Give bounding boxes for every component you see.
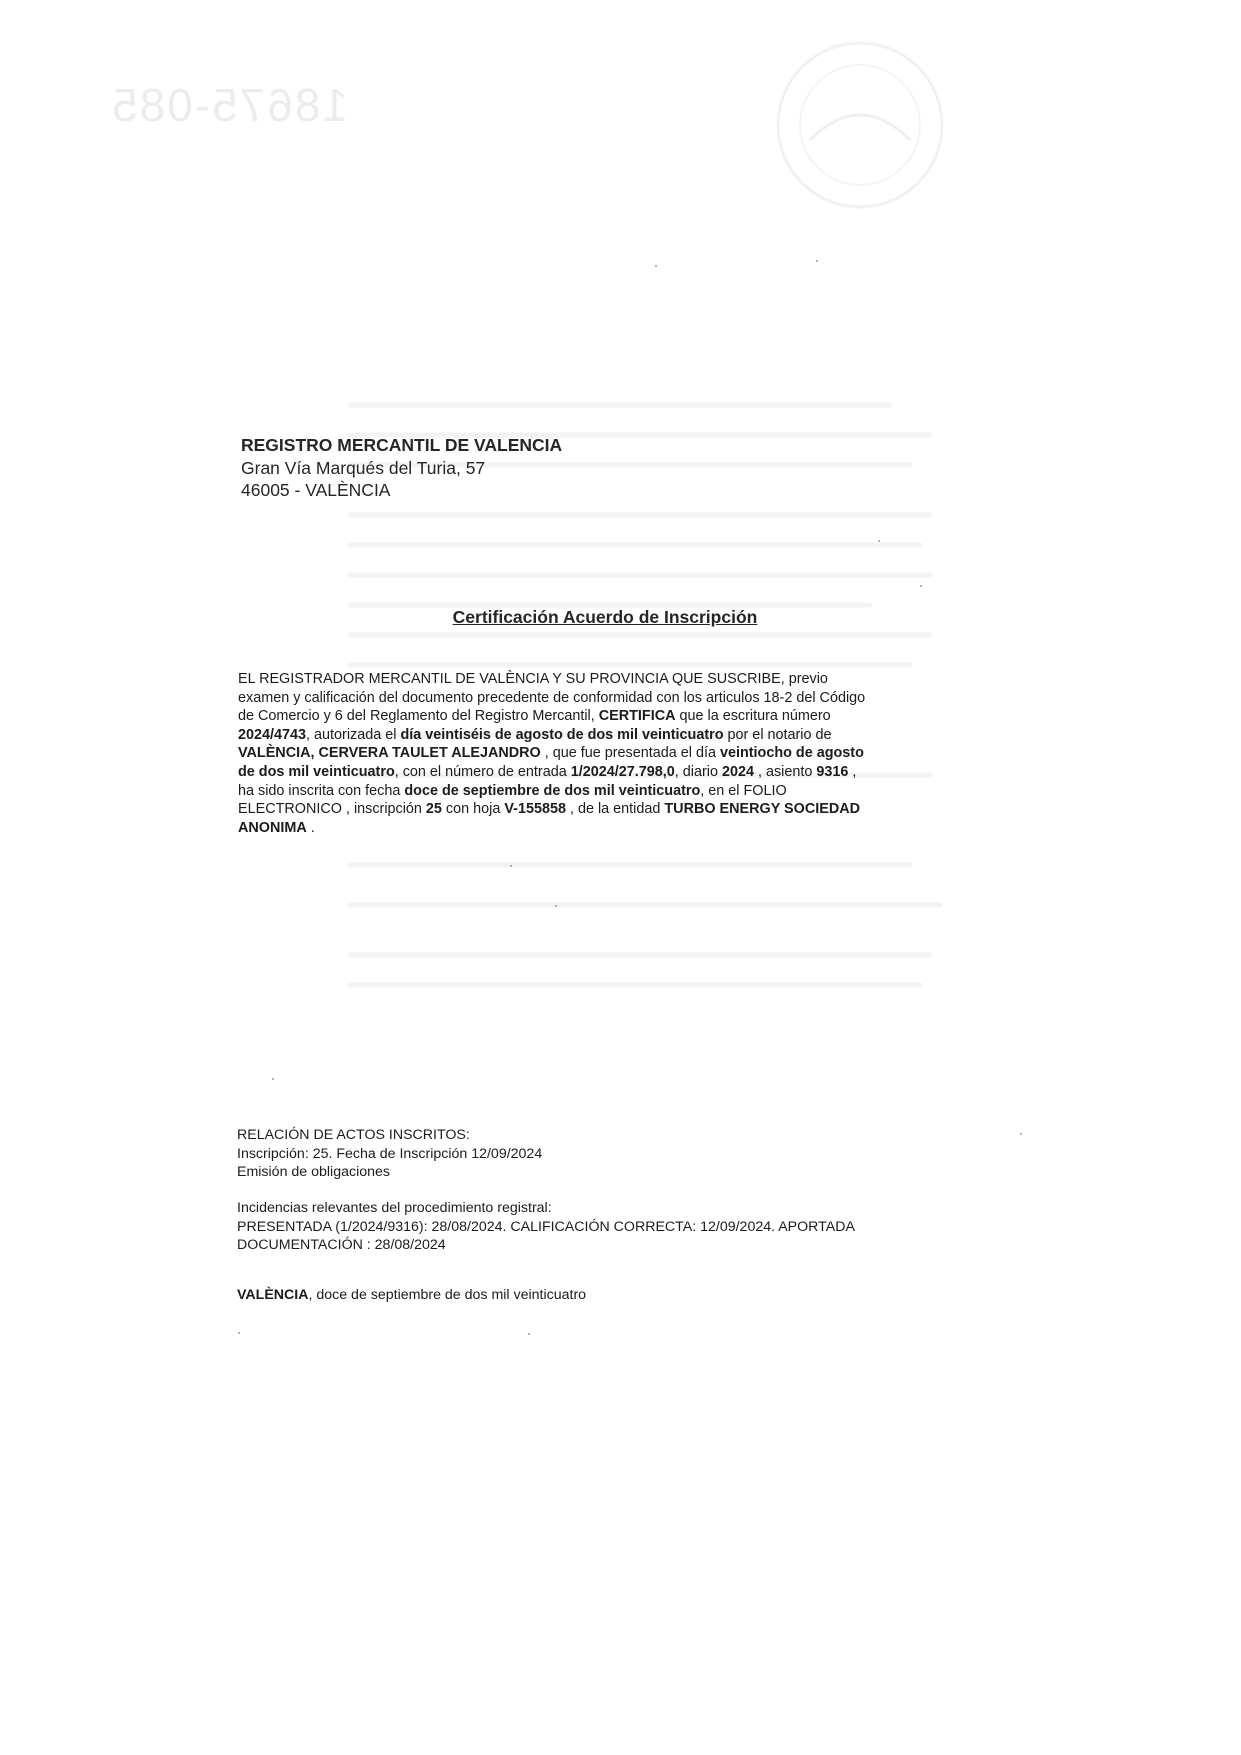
incidents-line: DOCUMENTACIÓN : 28/08/2024 [237, 1237, 446, 1253]
body-line [238, 800, 968, 819]
body-text: examen y calificación del documento precedente de conformidad con los articulos 18-2 del Código [238, 689, 866, 706]
body-line [238, 707, 968, 726]
acts-heading: RELACIÓN DE ACTOS INSCRITOS: [237, 1127, 470, 1143]
body-line [238, 689, 968, 708]
body-text: , [848, 763, 857, 780]
scan-speck [510, 865, 512, 867]
body-text: , con el número de entrada [394, 763, 571, 780]
entity-name: TURBO ENERGY SOCIEDAD [664, 801, 861, 818]
body-text: ha sido inscrita con fecha [238, 782, 405, 799]
registry-address-street: Gran Vía Marqués del Turia, 57 [241, 458, 486, 478]
body-text: , que fue presentada el día [540, 745, 720, 762]
certifica-keyword: CERTIFICA [598, 708, 676, 725]
scan-speck [655, 265, 657, 267]
registry-address-city: 46005 - VALÈNCIA [241, 480, 391, 500]
registry-header [241, 434, 841, 501]
document-title: Certificación Acuerdo de Inscripción [452, 607, 758, 627]
scan-speck [1020, 1133, 1022, 1135]
body-text: , diario [674, 763, 722, 780]
body-text: , de la entidad [565, 801, 665, 818]
acts-inscription: Inscripción: 25. Fecha de Inscripción 12/09/2024 [237, 1145, 543, 1162]
signoff-date: , doce de septiembre de dos mil veinticuatro [308, 1287, 587, 1303]
entry-number: 1/2024/27.798,0 [570, 763, 675, 780]
body-text: de Comercio y 6 del Reglamento del Registro Mercantil, [238, 708, 599, 725]
scan-speck [816, 260, 818, 262]
body-text: , en el FOLIO [700, 782, 787, 799]
entity-name: ANONIMA [238, 819, 307, 836]
authorization-date: día veintiséis de agosto de dos mil veinticuatro [400, 726, 724, 743]
body-text: EL REGISTRADOR MERCANTIL DE VALÈNCIA Y SU PROVINCIA QUE SUSCRIBE, previo [238, 671, 828, 687]
presentation-date: veintiocho de agosto [719, 745, 864, 762]
body-text: , asiento [753, 763, 817, 780]
certification-body [238, 670, 968, 837]
scan-speck [555, 905, 557, 907]
seat-number: 9316 [816, 763, 849, 780]
body-line [238, 744, 968, 763]
scan-speck [920, 585, 922, 587]
incidents-heading: Incidencias relevantes del procedimiento registral: [237, 1200, 552, 1216]
body-text: que la escritura número [675, 708, 831, 725]
incidents-line: PRESENTADA (1/2024/9316): 28/08/2024. CALIFICACIÓN CORRECTA: 12/09/2024. APORTADA [237, 1218, 855, 1235]
acts-section [237, 1126, 997, 1182]
body-text: por el notario de [723, 726, 832, 743]
body-text: . [306, 819, 315, 836]
body-text: con hoja [441, 801, 505, 818]
body-line [238, 782, 968, 801]
scan-speck [272, 1078, 274, 1080]
signoff-city: VALÈNCIA [237, 1287, 309, 1303]
scan-speck [238, 1332, 240, 1334]
inscription-date: doce de septiembre de dos mil veinticuatro [404, 782, 701, 799]
body-line [238, 819, 968, 838]
body-line [238, 726, 968, 745]
incidents-section [237, 1199, 1017, 1255]
scan-speck [878, 540, 880, 542]
body-line [238, 763, 968, 782]
sheet-number: V-155858 [504, 801, 566, 818]
bleed-through-number: 18675-085 [110, 79, 348, 131]
inscription-number: 25 [425, 801, 442, 818]
deed-number: 2024/4743 [238, 726, 307, 743]
scan-speck [528, 1333, 530, 1335]
diary-number: 2024 [721, 763, 754, 780]
notary-name: VALÈNCIA, CERVERA TAULET ALEJANDRO [238, 745, 541, 762]
acts-type: Emisión de obligaciones [237, 1164, 391, 1180]
registry-name: REGISTRO MERCANTIL DE VALENCIA [241, 435, 563, 455]
body-line [238, 670, 968, 689]
body-text: , autorizada el [306, 726, 401, 743]
signoff-line [237, 1287, 586, 1303]
bleed-through-seal [740, 30, 990, 220]
body-text: ELECTRONICO , inscripción [238, 801, 426, 818]
presentation-date: de dos mil veinticuatro [238, 763, 395, 780]
